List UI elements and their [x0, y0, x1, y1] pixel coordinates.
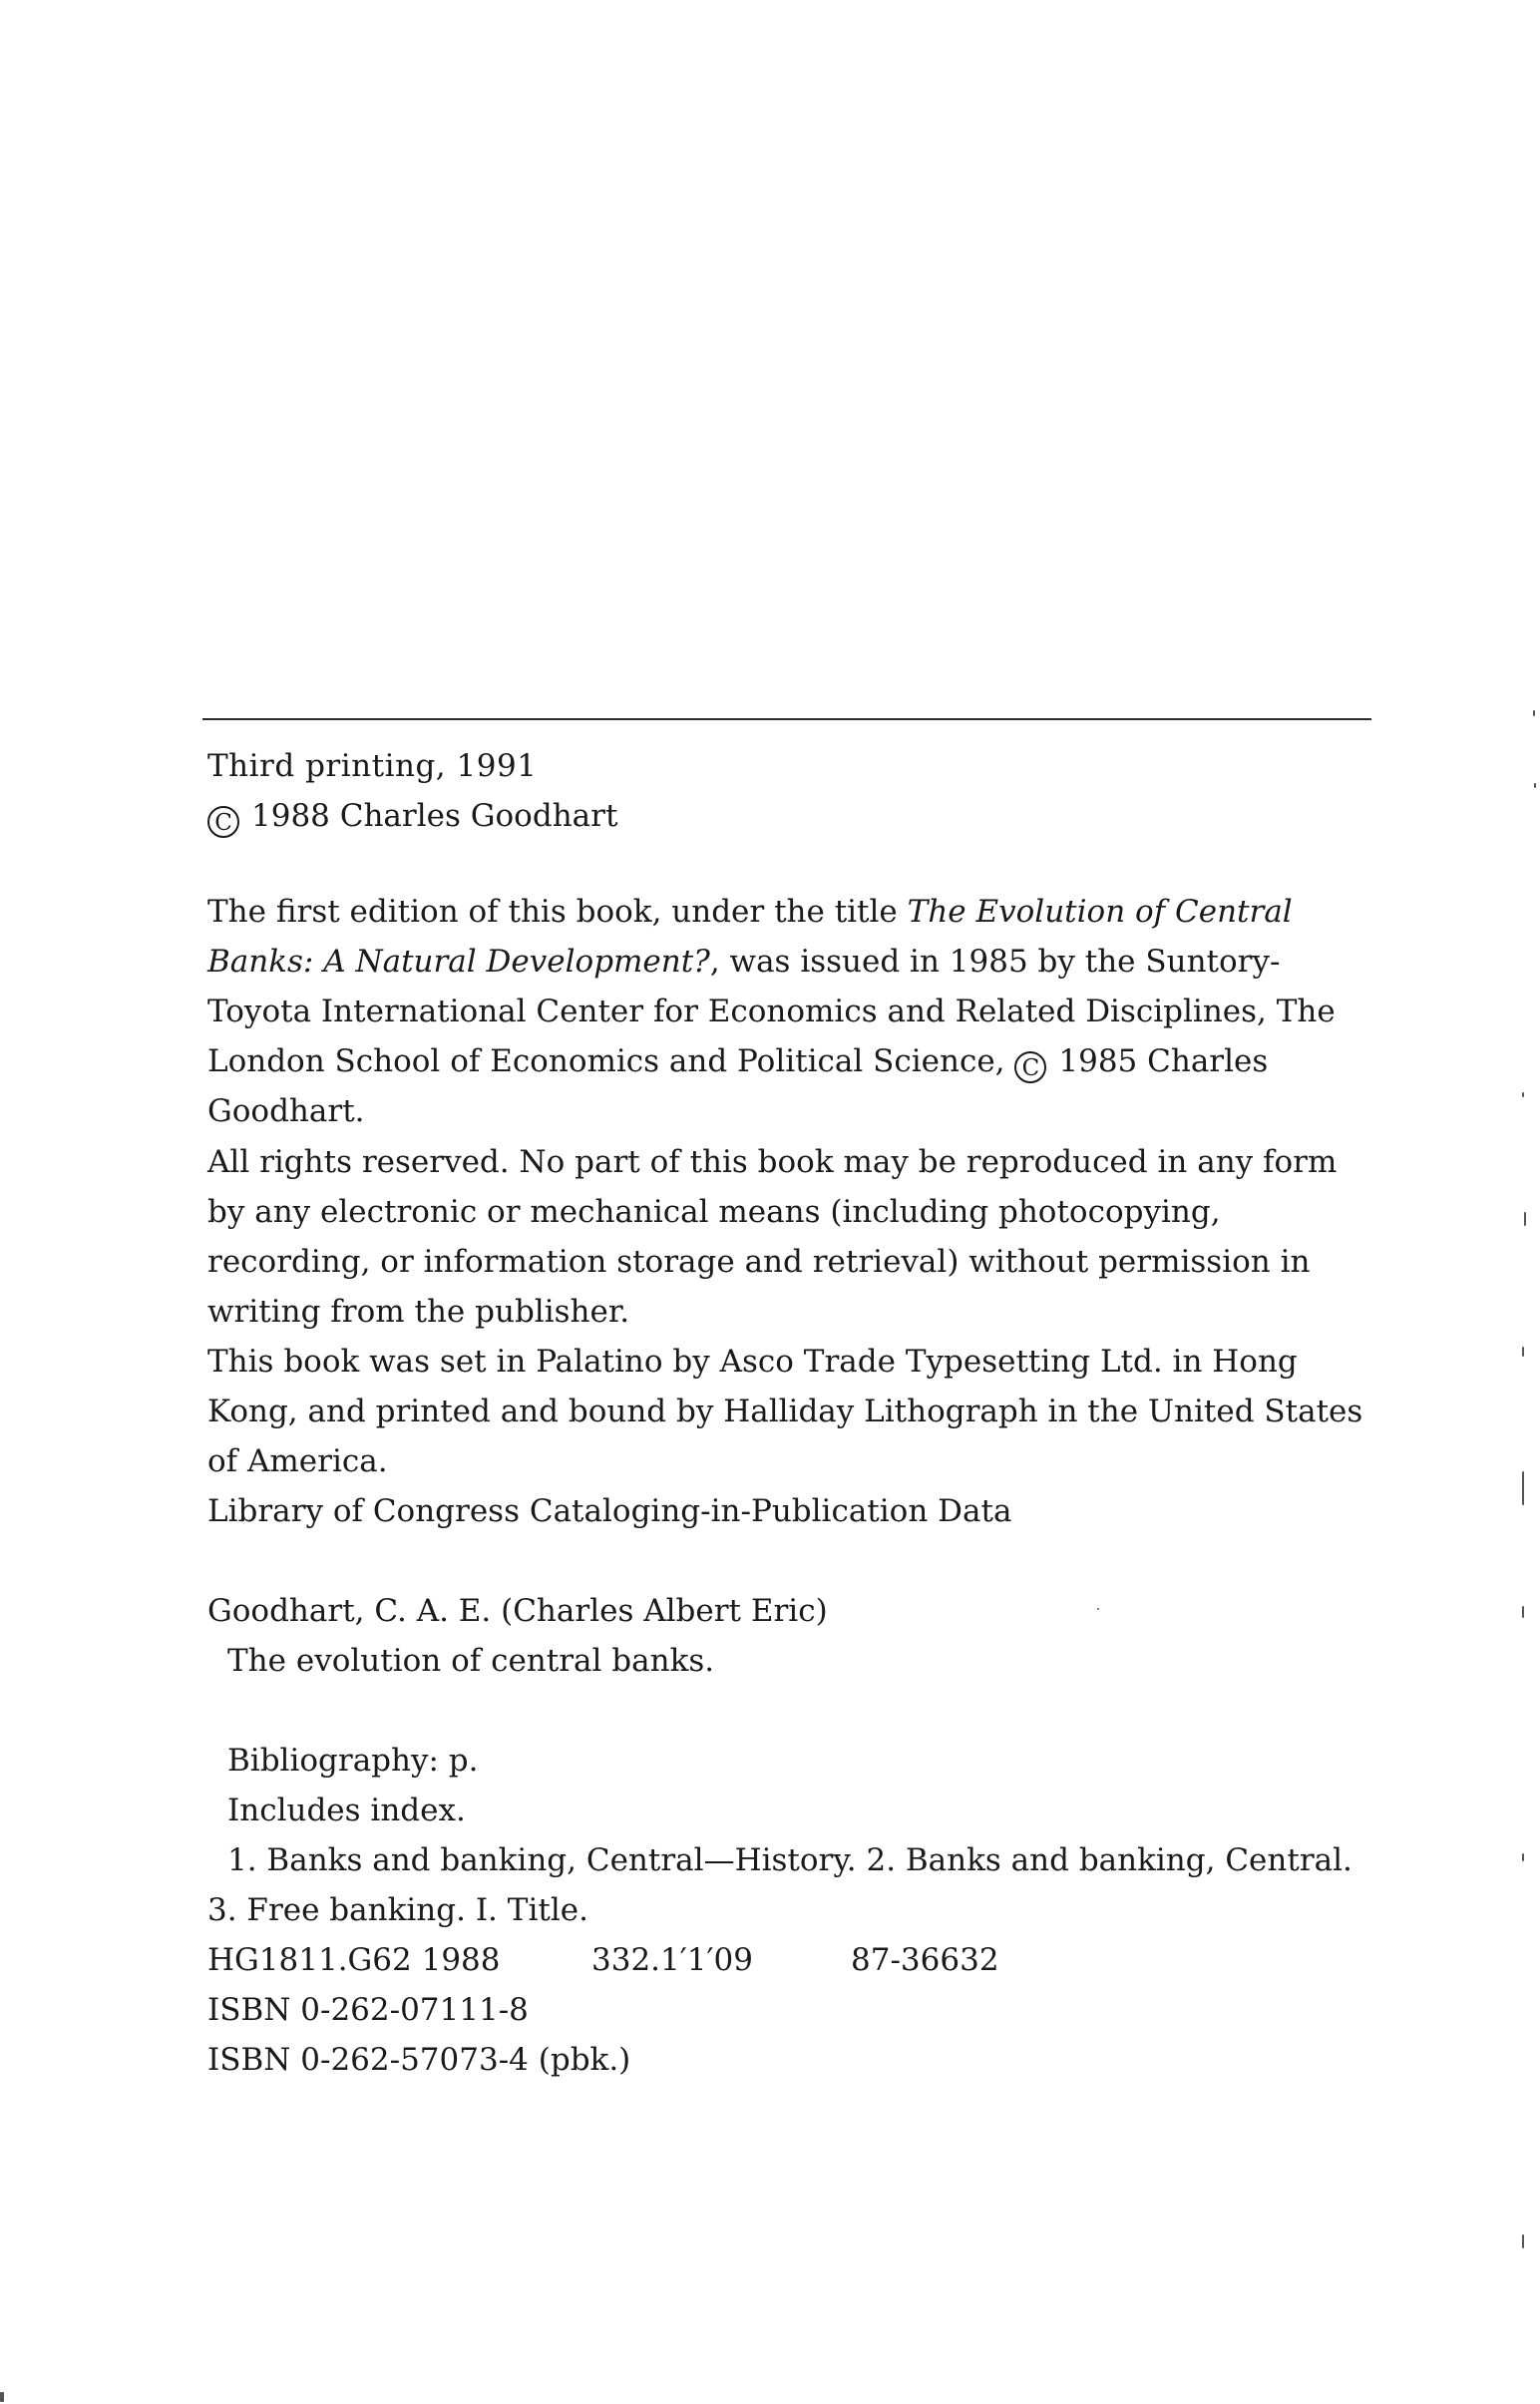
typesetting-text: This book was set in Palatino by Asco Trade Typesetting Ltd. in Hong Kong, and printed and bound by Halliday Lithograph in the United States of America. — [207, 1344, 1363, 1479]
copyright-line — [207, 791, 1364, 841]
first-edition-lead: The first edition of this book, under the title — [207, 894, 908, 930]
scan-speck — [1522, 1092, 1524, 1097]
cip-notes — [207, 1736, 1364, 2085]
cip-author: Goodhart, C. A. E. (Charles Albert Eric) — [207, 1593, 828, 1629]
first-edition-rest: , was issued in 1985 by the Suntory-Toyota International Center for Economics and Related Disciplines, The London School of Economics and Political Science, — [207, 944, 1336, 1079]
first-edition-copyright: 1985 Charles Goodhart. — [207, 1043, 1269, 1129]
scan-speck — [1534, 783, 1536, 788]
printing-line: Third printing, 1991 — [207, 748, 538, 784]
isbn-paper: ISBN 0-262-57073-4 (pbk.) — [207, 2042, 631, 2078]
printing-block — [207, 741, 1364, 841]
cip-record — [207, 1586, 1364, 1686]
typesetting-paragraph — [207, 1337, 1364, 1486]
scan-speck — [1522, 1606, 1524, 1618]
scan-speck — [1097, 1608, 1099, 1610]
cip-heading-block — [207, 1486, 1364, 1536]
cip-heading: Library of Congress Cataloging-in-Publication Data — [207, 1493, 1012, 1529]
cip-call-numbers — [207, 1935, 1364, 1985]
copyright-icon: C — [1014, 1051, 1046, 1083]
rights-paragraph — [207, 1137, 1364, 1337]
first-edition-paragraph — [207, 887, 1364, 1136]
cip-title: The evolution of central banks. — [227, 1643, 715, 1679]
rights-text: All rights reserved. No part of this book may be reproduced in any form by any electronic or mechanical means (including photocopying, recording, or information storage and retrieval) without permission in writing from the publisher. — [207, 1144, 1338, 1330]
copyright-icon: C — [207, 806, 239, 838]
scan-speck — [1522, 1853, 1524, 1861]
scan-speck — [1522, 1471, 1524, 1505]
cip-index: Includes index. — [227, 1793, 466, 1828]
copyright-text: 1988 Charles Goodhart — [251, 798, 618, 834]
lc-call-number: HG1811.G62 1988 — [207, 1942, 501, 1978]
scan-speck — [0, 2392, 4, 2402]
top-rule — [202, 718, 1371, 720]
scan-speck — [1533, 710, 1535, 716]
scan-speck — [1522, 2234, 1524, 2248]
isbn-cloth: ISBN 0-262-07111-8 — [207, 1992, 529, 2028]
cip-subjects-1: 1. Banks and banking, Central—History. 2. Banks and banking, Central. — [227, 1842, 1352, 1878]
cip-bibliography: Bibliography: p. — [227, 1743, 479, 1779]
original-title: The Evolution of Central Banks: A Natural Development? — [207, 894, 1293, 980]
lccn: 87-36632 — [851, 1942, 999, 1978]
dewey-number: 332.1′1′09 — [591, 1942, 753, 1978]
cip-subjects-2: 3. Free banking. I. Title. — [207, 1892, 588, 1928]
scan-speck — [1522, 1347, 1524, 1357]
scan-speck — [1524, 1212, 1526, 1226]
